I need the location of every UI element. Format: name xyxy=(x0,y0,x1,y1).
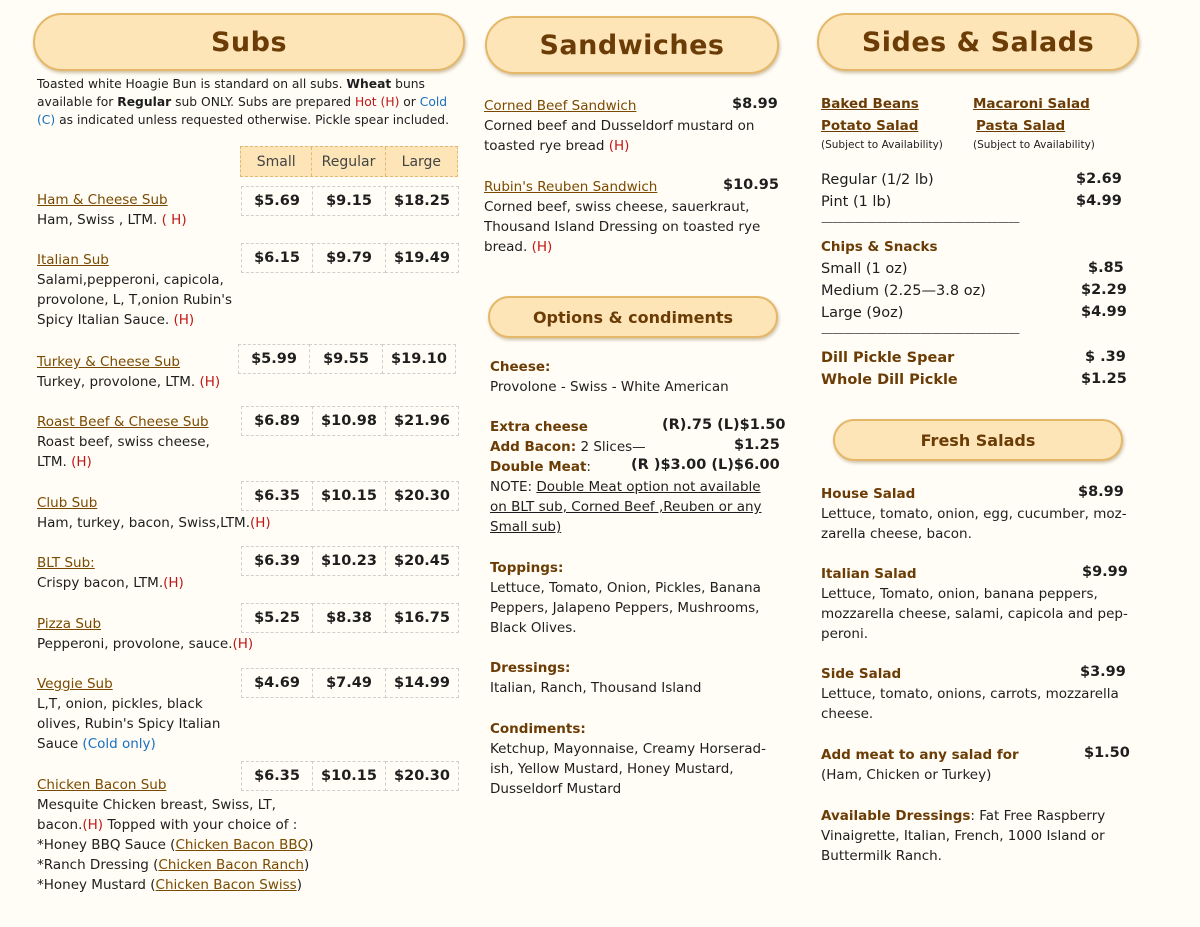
price-small: $5.25 xyxy=(241,603,313,633)
subs-intro-line-1: Toasted white Hoagie Bun is standard on all subs. Wheat buns xyxy=(37,77,425,91)
cheese-list: Provolone - Swiss - White American xyxy=(490,379,729,395)
reuben-desc-3: bread. (H) xyxy=(484,239,553,255)
corned-beef-name[interactable]: Corned Beef Sandwich xyxy=(484,98,637,114)
sub-item-desc: Ham, Swiss , LTM. ( H) xyxy=(37,212,187,228)
price-large: $16.75 xyxy=(385,603,459,633)
subs-intro-line-2: available for Regular sub ONLY. Subs are prepared Hot (H) or Cold xyxy=(37,95,448,109)
chicken-choice-ranch: *Ranch Dressing (Chicken Bacon Ranch) xyxy=(37,857,310,873)
note-line-3: Small sub) xyxy=(490,519,562,535)
sub-item-desc: Sauce (Cold only) xyxy=(37,736,156,752)
salad-name: Side Salad xyxy=(821,666,902,682)
salad-name: House Salad xyxy=(821,486,916,502)
sub-item-desc: Pepperoni, provolone, sauce.(H) xyxy=(37,636,254,652)
sub-item-name[interactable]: Roast Beef & Cheese Sub xyxy=(37,414,209,430)
dressings-label: Dressings: xyxy=(490,660,571,676)
salad-desc: cheese. xyxy=(821,706,874,722)
sub-item-name[interactable]: Turkey & Cheese Sub xyxy=(37,354,180,370)
corned-beef-price: $8.99 xyxy=(732,96,778,112)
extra-cheese-price: (R).75 (L)$1.50 xyxy=(662,417,786,433)
price-small: $5.99 xyxy=(238,344,310,374)
whole-pickle-label: Whole Dill Pickle xyxy=(821,372,958,388)
price-regular: $9.55 xyxy=(309,344,383,374)
sub-item-name[interactable]: Italian Sub xyxy=(37,252,109,268)
sub-item-desc: Turkey, provolone, LTM. (H) xyxy=(37,374,221,390)
sub-price-row xyxy=(241,406,458,436)
whole-pickle-price: $1.25 xyxy=(1081,371,1127,387)
note-line-1: NOTE: Double Meat option not available xyxy=(490,479,761,495)
sub-item-desc: olives, Rubin's Spicy Italian xyxy=(37,716,221,732)
fresh-salads-header xyxy=(833,419,1123,461)
size-small-header: Small xyxy=(241,147,312,176)
chips-large-price: $4.99 xyxy=(1081,304,1127,320)
sub-item-name[interactable]: Chicken Bacon Sub xyxy=(37,777,167,793)
price-regular: $10.23 xyxy=(312,546,386,576)
condiments-line-2: ish, Yellow Mustard, Honey Mustard, xyxy=(490,761,734,777)
sub-price-row xyxy=(241,603,458,633)
sub-price-row xyxy=(241,243,458,273)
sandwiches-title: Sandwiches xyxy=(539,29,725,61)
available-dressings-line-3: Buttermilk Ranch. xyxy=(821,848,942,864)
subs-header xyxy=(33,13,465,71)
sub-item-name[interactable]: Club Sub xyxy=(37,495,98,511)
portion-pint-label: Pint (1 lb) xyxy=(821,194,892,210)
chips-small-label: Small (1 oz) xyxy=(821,261,908,277)
price-large: $19.10 xyxy=(382,344,456,374)
sub-item-desc: Roast beef, swiss cheese, xyxy=(37,434,210,450)
sub-item-name[interactable]: Ham & Cheese Sub xyxy=(37,192,168,208)
sub-item-desc: Crispy bacon, LTM.(H) xyxy=(37,575,184,591)
chicken-choice-swiss: *Honey Mustard (Chicken Bacon Swiss) xyxy=(37,877,302,893)
price-regular: $8.38 xyxy=(312,603,386,633)
chicken-bacon-bbq-link[interactable]: Chicken Bacon BBQ xyxy=(175,837,309,853)
price-large: $18.25 xyxy=(385,186,459,216)
sub-item-name[interactable]: Veggie Sub xyxy=(37,676,113,692)
sub-price-row xyxy=(241,761,458,791)
double-meat-label: Double Meat: xyxy=(490,459,591,475)
add-bacon-price: $1.25 xyxy=(734,437,780,453)
add-bacon-line: Add Bacon: 2 Slices— xyxy=(490,439,646,455)
price-large: $20.30 xyxy=(385,761,459,791)
chicken-choice-bbq: *Honey BBQ Sauce (Chicken Bacon BBQ) xyxy=(37,837,314,853)
corned-beef-desc-2: toasted rye bread (H) xyxy=(484,138,630,154)
options-header xyxy=(488,296,778,338)
sub-price-row xyxy=(238,344,455,374)
sub-item-desc: LTM. (H) xyxy=(37,454,92,470)
dressings-list: Italian, Ranch, Thousand Island xyxy=(490,680,702,696)
reuben-desc-1: Corned beef, swiss cheese, sauerkraut, xyxy=(484,199,750,215)
salad-desc: Lettuce, tomato, onion, egg, cucumber, moz- xyxy=(821,506,1127,522)
salad-desc: peroni. xyxy=(821,626,868,642)
sub-price-row xyxy=(241,481,458,511)
price-large: $14.99 xyxy=(385,668,459,698)
toppings-label: Toppings: xyxy=(490,560,564,576)
salad-price: $9.99 xyxy=(1082,564,1128,580)
price-regular: $9.79 xyxy=(312,243,386,273)
options-title: Options & condiments xyxy=(532,307,734,327)
reuben-desc-2: Thousand Island Dressing on toasted rye xyxy=(484,219,761,235)
price-regular: $10.15 xyxy=(312,481,386,511)
price-small: $6.35 xyxy=(241,761,313,791)
toppings-line-3: Black Olives. xyxy=(490,620,577,636)
availability-note-left: (Subject to Availability) xyxy=(821,139,943,151)
chips-label: Chips & Snacks xyxy=(821,239,938,255)
price-small: $6.39 xyxy=(241,546,313,576)
sub-item-desc: Mesquite Chicken breast, Swiss, LT, xyxy=(37,797,276,813)
salad-price: $3.99 xyxy=(1080,664,1126,680)
price-large: $19.49 xyxy=(385,243,459,273)
potato-salad: Potato Salad xyxy=(821,118,919,134)
cheese-label: Cheese: xyxy=(490,359,551,375)
salad-name: Italian Salad xyxy=(821,566,917,582)
available-dressings-line-1: Available Dressings: Fat Free Raspberry xyxy=(821,808,1106,824)
chips-medium-price: $2.29 xyxy=(1081,282,1127,298)
price-regular: $9.15 xyxy=(312,186,386,216)
sides-title: Sides & Salads xyxy=(861,26,1095,58)
toppings-line-2: Peppers, Jalapeno Peppers, Mushrooms, xyxy=(490,600,760,616)
price-small: $6.89 xyxy=(241,406,313,436)
price-regular: $7.49 xyxy=(312,668,386,698)
condiments-line-3: Dusseldorf Mustard xyxy=(490,781,622,797)
sub-price-row xyxy=(241,546,458,576)
portion-regular-price: $2.69 xyxy=(1076,171,1122,187)
condiments-label: Condiments: xyxy=(490,721,586,737)
chips-small-price: $.85 xyxy=(1088,260,1124,276)
macaroni-salad: Macaroni Salad xyxy=(973,96,1090,112)
size-regular-header: Regular xyxy=(312,147,385,176)
sub-item-desc: L,T, onion, pickles, black xyxy=(37,696,203,712)
fresh-salads-title: Fresh Salads xyxy=(920,430,1036,450)
chips-large-label: Large (9oz) xyxy=(821,305,904,321)
price-large: $20.30 xyxy=(385,481,459,511)
condiments-line-1: Ketchup, Mayonnaise, Creamy Horserad- xyxy=(490,741,766,757)
size-large-header: Large xyxy=(401,153,442,170)
price-small: $4.69 xyxy=(241,668,313,698)
sub-item-desc: Ham, turkey, bacon, Swiss,LTM.(H) xyxy=(37,515,271,531)
price-large: $20.45 xyxy=(385,546,459,576)
salad-desc: Lettuce, tomato, onions, carrots, mozzarella xyxy=(821,686,1119,702)
salad-desc: zarella cheese, bacon. xyxy=(821,526,972,542)
price-large: $21.96 xyxy=(385,406,459,436)
salad-desc: (Ham, Chicken or Turkey) xyxy=(821,767,992,783)
chips-medium-label: Medium (2.25—3.8 oz) xyxy=(821,283,986,299)
sub-item-desc: Salami,pepperoni, capicola, xyxy=(37,272,224,288)
sub-item-name[interactable]: Pizza Sub xyxy=(37,616,102,632)
pickle-spear-label: Dill Pickle Spear xyxy=(821,350,955,366)
price-regular: $10.15 xyxy=(312,761,386,791)
salad-price: $1.50 xyxy=(1084,745,1130,761)
price-small: $6.15 xyxy=(241,243,313,273)
availability-note-right: (Subject to Availability) xyxy=(973,139,1095,151)
sub-item-desc: Spicy Italian Sauce. (H) xyxy=(37,312,195,328)
size-header-row xyxy=(240,146,458,177)
available-dressings-line-2: Vinaigrette, Italian, French, 1000 Island or xyxy=(821,828,1105,844)
sub-price-row xyxy=(241,186,458,216)
divider-2: —————————————————— xyxy=(821,326,1019,340)
portion-pint-price: $4.99 xyxy=(1076,193,1122,209)
note-line-2: on BLT sub, Corned Beef ,Reuben or any xyxy=(490,499,762,515)
toppings-line-1: Lettuce, Tomato, Onion, Pickles, Banana xyxy=(490,580,761,596)
reuben-price: $10.95 xyxy=(723,177,779,193)
divider-1: —————————————————— xyxy=(821,215,1019,229)
sub-price-row xyxy=(241,668,458,698)
chicken-bacon-ranch-link[interactable]: Chicken Bacon Ranch xyxy=(158,857,304,873)
subs-intro-line-3: (C) as indicated unless requested otherwise. Pickle spear included. xyxy=(37,113,449,127)
extra-cheese-label: Extra cheese xyxy=(490,419,588,435)
corned-beef-desc-1: Corned beef and Dusseldorf mustard on xyxy=(484,118,755,134)
subs-title: Subs xyxy=(210,26,288,58)
price-small: $6.35 xyxy=(241,481,313,511)
double-meat-price: (R )$3.00 (L)$6.00 xyxy=(631,457,780,473)
chicken-bacon-swiss-link[interactable]: Chicken Bacon Swiss xyxy=(155,877,297,893)
baked-beans: Baked Beans xyxy=(821,96,919,112)
salad-desc: Lettuce, Tomato, onion, banana peppers, xyxy=(821,586,1098,602)
salad-name: Add meat to any salad for xyxy=(821,747,1019,763)
salad-desc: mozzarella cheese, salami, capicola and pep- xyxy=(821,606,1128,622)
portion-regular-label: Regular (1/2 lb) xyxy=(821,172,934,188)
price-small: $5.69 xyxy=(241,186,313,216)
sandwiches-header xyxy=(485,16,779,74)
salad-price: $8.99 xyxy=(1078,484,1124,500)
sub-item-desc: provolone, L, T,onion Rubin's xyxy=(37,292,233,308)
pasta-salad: Pasta Salad xyxy=(976,118,1066,134)
price-regular: $10.98 xyxy=(312,406,386,436)
pickle-spear-price: $ .39 xyxy=(1085,349,1126,365)
reuben-name[interactable]: Rubin's Reuben Sandwich xyxy=(484,179,658,195)
chicken-topped-line: bacon.(H) Topped with your choice of : xyxy=(37,817,298,833)
sides-header xyxy=(817,13,1139,71)
sub-item-name[interactable]: BLT Sub: xyxy=(37,555,95,571)
